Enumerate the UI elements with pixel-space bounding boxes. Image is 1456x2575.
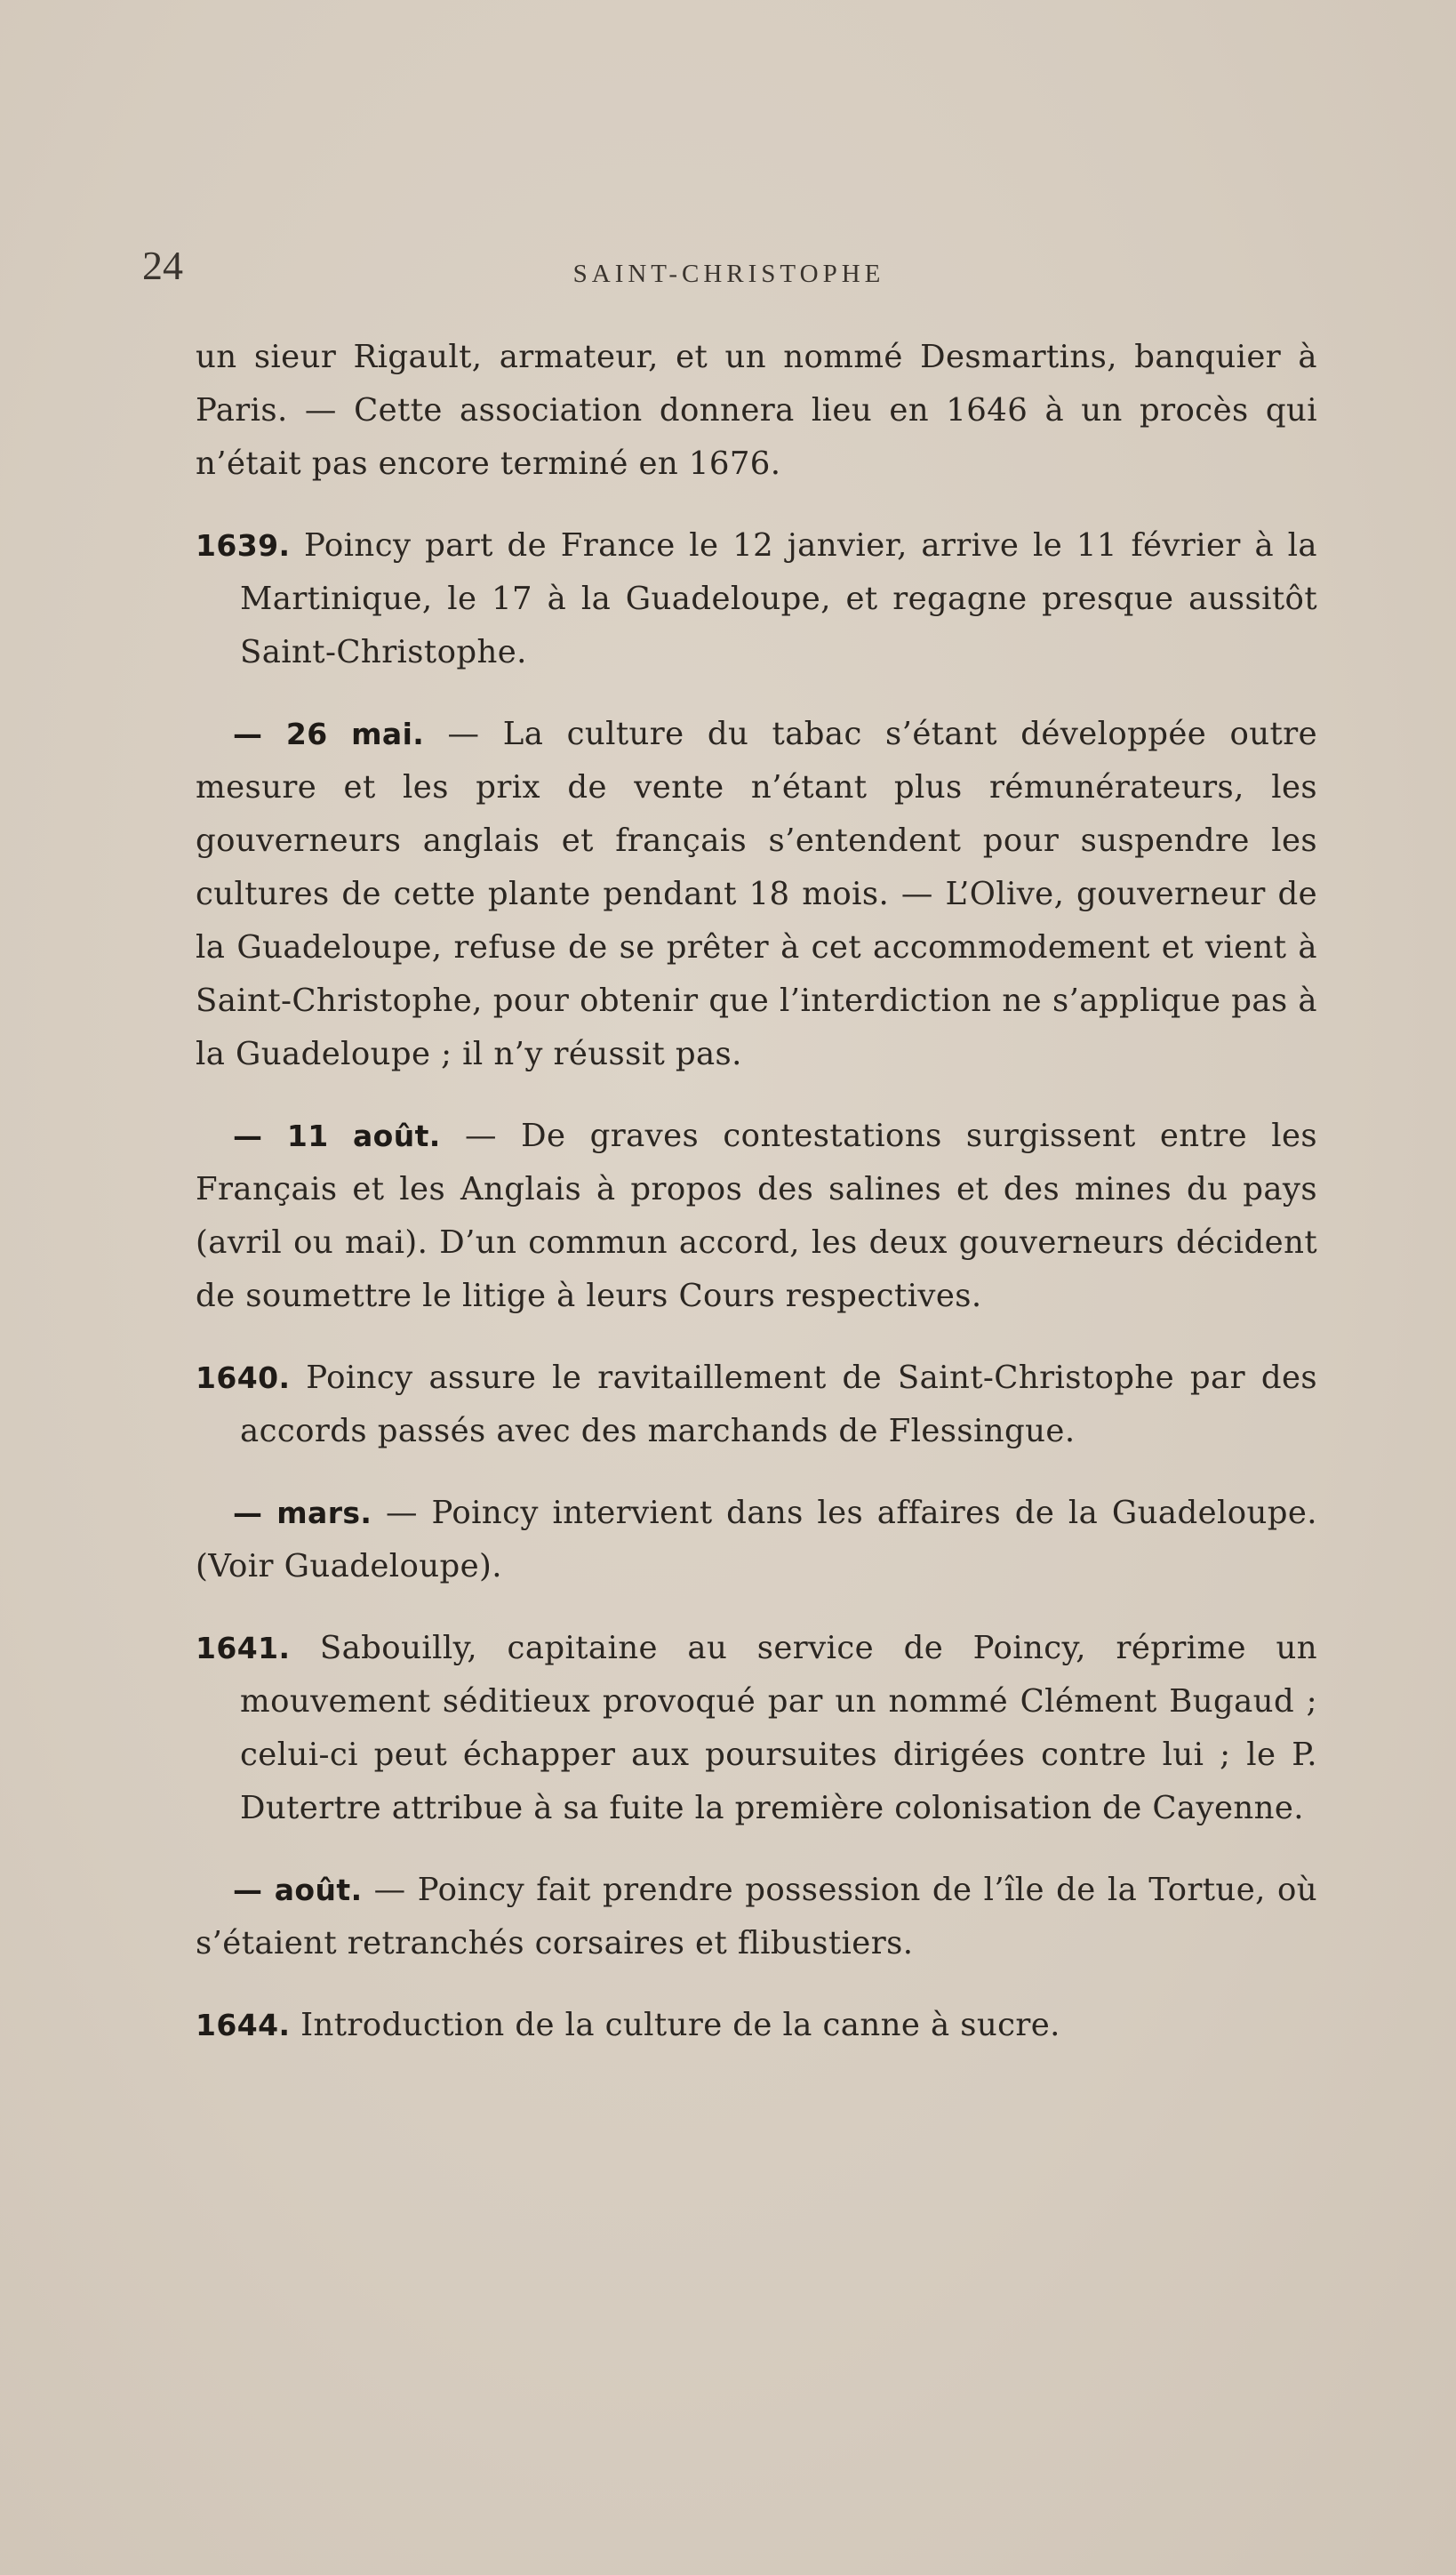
entry-1639 bbox=[196, 519, 1317, 679]
running-head bbox=[142, 242, 1316, 295]
entry-date: 1644. bbox=[196, 2008, 291, 2042]
running-title: SAINT-CHRISTOPHE bbox=[572, 260, 885, 288]
paragraph-text: — De graves contestations surgissent entre les Français et les Anglais à propos des salines et des mines du pays (avril ou mai). D’un commun accord, les deux gouverneurs décident de soumettre le litige à leurs Cours respectives. bbox=[196, 1118, 1317, 1314]
paragraph-continuation bbox=[196, 331, 1317, 491]
paragraph-text: Sabouilly, capitaine au service de Poincy, réprime un mouvement séditieux provoqué par un nommé Clément Bugaud ; celui-ci peut échapper aux poursuites dirigées contre lui ; le P. Dutertre attribue à sa fuite la première colonisation de Cayenne. bbox=[240, 1630, 1317, 1826]
entry-date: — 11 août. bbox=[233, 1119, 441, 1153]
entry-1644 bbox=[196, 1999, 1317, 2052]
paragraph-text: un sieur Rigault, armateur, et un nommé Desmartins, banquier à Paris. — Cette association donnera lieu en 1646 à un procès qui n’était pas encore terminé en 1676. bbox=[196, 339, 1317, 482]
entry-date: — mars. bbox=[233, 1496, 372, 1530]
entry-1641 bbox=[196, 1622, 1317, 1835]
entry-date: — 26 mai. bbox=[233, 717, 425, 751]
entry-date: — août. bbox=[233, 1873, 363, 1907]
paragraph-text: Poincy assure le ravitaillement de Saint-Christophe par des accords passés avec des marchands de Flessingue. bbox=[240, 1360, 1317, 1449]
paragraph-text: — Poincy intervient dans les affaires de la Guadeloupe. (Voir Guadeloupe). bbox=[196, 1495, 1317, 1584]
entry-date: 1640. bbox=[196, 1360, 291, 1395]
entry-mars bbox=[196, 1487, 1317, 1593]
page-number: 24 bbox=[142, 243, 183, 288]
entry-date: 1639. bbox=[196, 528, 291, 563]
entry-26-mai bbox=[196, 708, 1317, 1081]
entry-1640 bbox=[196, 1352, 1317, 1458]
paragraph-text: — Poincy fait prendre possession de l’île de la Tortue, où s’étaient retranchés corsaires et flibustiers. bbox=[196, 1872, 1317, 1961]
paragraph-text: — La culture du tabac s’étant développée outre mesure et les prix de vente n’étant plus rémunérateurs, les gouverneurs anglais et français s’entendent pour suspendre les cultures de cette plante pendant 18 mois. — L’Olive, gouverneur de la Guadeloupe, refuse de se prêter à cet accommodement et vient à Saint-Christophe, pour obtenir que l’interdiction ne s’applique pas à la Guadeloupe ; il n’y réussit pas. bbox=[196, 716, 1317, 1072]
entry-11-aout bbox=[196, 1110, 1317, 1323]
entry-aout bbox=[196, 1864, 1317, 1970]
paragraph-text: Poincy part de France le 12 janvier, arrive le 11 février à la Martinique, le 17 à la Guadeloupe, et regagne presque aussitôt Saint-Christophe. bbox=[240, 527, 1317, 670]
entry-date: 1641. bbox=[196, 1631, 291, 1665]
paragraph-text: Introduction de la culture de la canne à sucre. bbox=[290, 2007, 1060, 2043]
body-text bbox=[196, 331, 1317, 2052]
